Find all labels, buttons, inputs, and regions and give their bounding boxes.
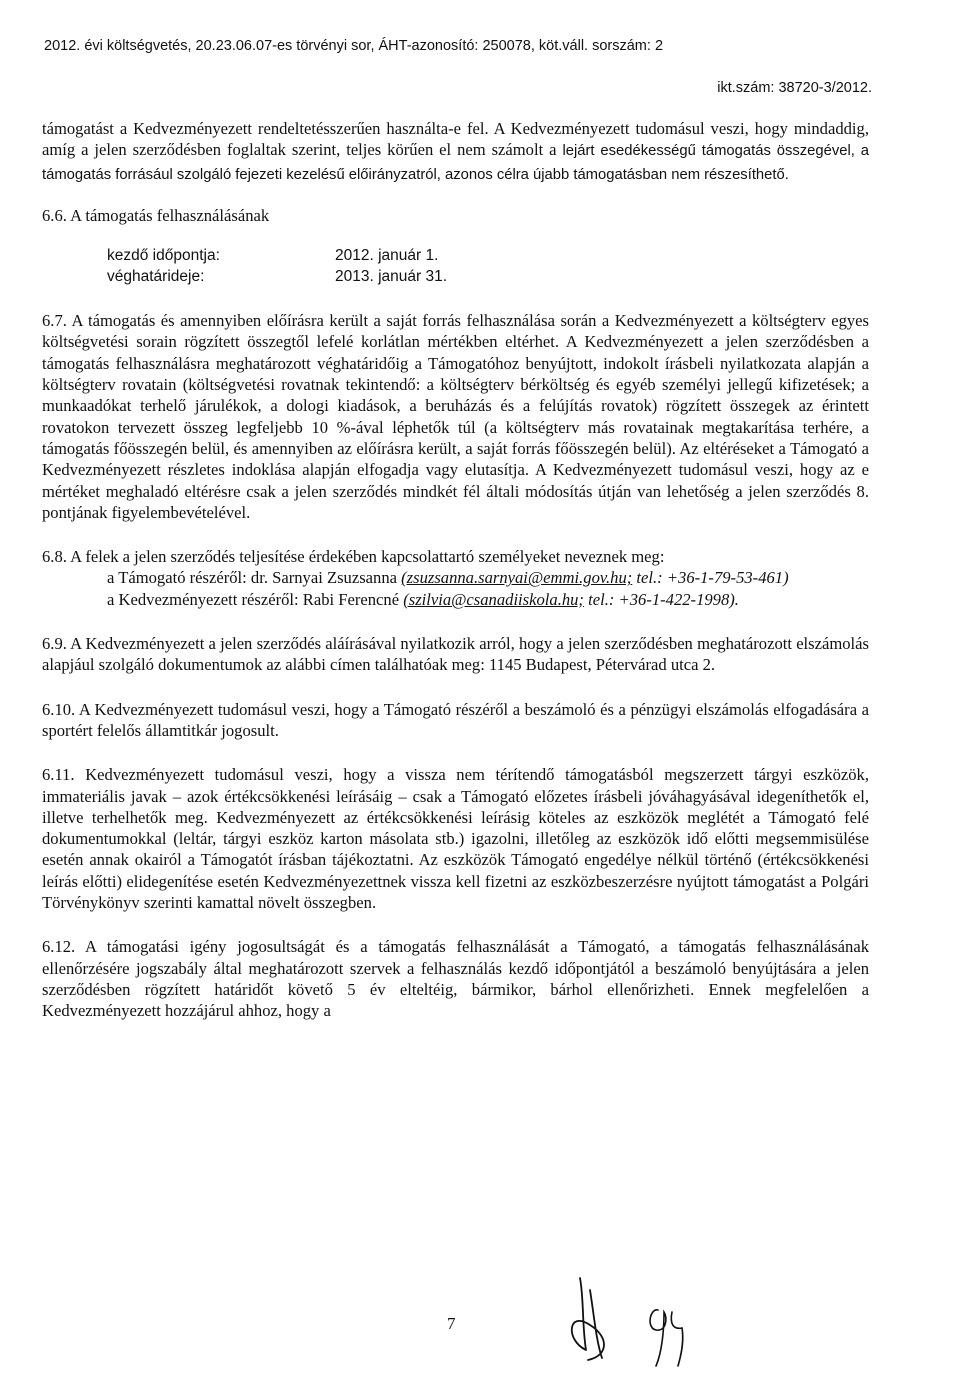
contact-supporter-name: a Támogató részéről: dr. Sarnyai Zsuzsanna bbox=[107, 568, 402, 588]
handwritten-initials bbox=[560, 1270, 720, 1370]
page-number: 7 bbox=[447, 1314, 456, 1333]
contact-supporter bbox=[42, 567, 869, 588]
end-date-label: véghatárideje: bbox=[107, 268, 205, 286]
start-date-value: 2012. január 1. bbox=[335, 247, 439, 265]
contact-supporter-phone: tel.: +36-1-79-53-461) bbox=[632, 568, 789, 588]
section-6-12: 6.12. A támogatási igény jogosultságát és a támogatás felhasználását a Támogató, a támogatás felhasználásának ellenőrzésére jogszabály által meghatározott szervek a felhasználás kezdő időpontjától a beszámoló benyújtására a jelen szerződésben rögzített határidőt követő 5 év elteltéig, bármikor, bárhol ellenőrizheti. Ennek megfelelően a Kedvezményezett hozzájárul ahhoz, hogy a bbox=[42, 937, 869, 1021]
intro-paragraph bbox=[42, 118, 869, 186]
start-date-label: kezdő időpontja: bbox=[107, 247, 220, 265]
section-6-9: 6.9. A Kedvezményezett a jelen szerződés aláírásával nyilatkozik arról, hogy a jelen szerződésben meghatározott elszámolás alapjául szolgáló dokumentumok az alábbi címen találhatóak meg: 1145 Budapest, Pétervárad utca 2. bbox=[42, 634, 869, 675]
contact-beneficiary-phone: tel.: +36-1-422-1998). bbox=[583, 589, 739, 609]
contact-beneficiary-email[interactable]: (szilvia@csanadiiskola.hu; bbox=[403, 589, 584, 609]
usage-period bbox=[107, 245, 869, 287]
section-6-11: 6.11. Kedvezményezett tudomásul veszi, hogy a vissza nem térítendő támogatásból megszerzett tárgyi eszközök, immateriális javak – azok értékcsökkenési leírásáig – csak a Támogató előzetes írásbeli jóváhagyásával idegeníthetők el, illetve terhelhetők meg. Kedvezményezett az értékcsökkenési leírásig köteles az eszközök meglétét a Támogató felé dokumentumokkal (leltár, tárgyi eszköz karton másolata stb.) igazolni, illetőleg az eszközök idő előtti megsemmisülése esetén annak okairól a Támogatót írásban tájékoztatni. Az eszközök Támogató engedélye nélkül történő (értékcsökkenési leírás előtti) elidegenítése esetén Kedvezményezettnek vissza kell fizetni az eszközbeszerzésre nyújtott támogatást a Polgári Törvénykönyv szerinti kamattal növelt összegben. bbox=[42, 765, 869, 913]
contact-beneficiary-name: a Kedvezményezett részéről: Rabi Ferencné bbox=[107, 589, 404, 609]
registration-number: ikt.szám: 38720-3/2012. bbox=[717, 80, 872, 96]
section-6-8-intro: 6.8. A felek a jelen szerződés teljesítése érdekében kapcsolattartó személyeket neveznek meg: bbox=[42, 547, 665, 567]
end-date-value: 2013. január 31. bbox=[335, 268, 448, 286]
contact-beneficiary bbox=[42, 589, 869, 610]
section-6-10: 6.10. A Kedvezményezett tudomásul veszi, hogy a Támogató részéről a beszámoló és a pénzügyi elszámolás elfogadására a sportért felelős államtitkár jogosult. bbox=[42, 699, 869, 740]
contact-supporter-email[interactable]: (zsuzsanna.sarnyai@emmi.gov.hu; bbox=[401, 568, 633, 588]
intro-line-2: lejárt esedékességű támogatás összegével, a támogatás forrásául szolgáló fejezeti kezelésű előirányzatról, azonos célra újabb támogatásban nem részesíthető. bbox=[42, 143, 870, 183]
document-header: 2012. évi költségvetés, 20.23.06.07-es törvényi sor, ÁHT-azonosító: 250078, köt.váll. sorszám: 2 bbox=[44, 38, 664, 54]
section-6-7: 6.7. A támogatás és amennyiben előírásra került a saját forrás felhasználása során a Kedvezményezett a költségterv egyes költségvetési sorain rögzített összegtől lefelé korlátlan mértékben eltérhet. A Kedvezményezett a jelen szerződésben a támogatás felhasználásra meghatározott véghatáridőig a Támogatóhoz benyújtott, indokolt írásbeli nyilatkozata alapján a költségterv rovatain (költségvetési rovatnak tekintendő: a költségterv bérköltség és egyéb személyi jellegű kifizetések; a munkaadókat terhelő járulékok, a dologi kiadások, a beruházás és a felújítás rovatok) rögzített összegek az érintett rovatokon tervezett összeg legfeljebb 10 %-ával léphetők túl (a költségterv más rovatainak megtakarítása terhére, a támogatás főösszegén belül, és amennyiben az előírásra került, a saját forrás főösszegén belül). Az eltéréseket a Támogató a Kedvezményezett részletes indoklása alapján elfogadja vagy elutasítja. A Kedvezményezett tudomásul veszi, hogy az e mértéket meghaladó eltérésre csak a jelen szerződés mindkét fél általi módosítás útján van lehetőség a jelen szerződés 8. pontjának figyelembevételével. bbox=[42, 311, 869, 522]
section-6-6-heading: 6.6. A támogatás felhasználásának bbox=[42, 205, 270, 225]
document-body bbox=[42, 118, 869, 1022]
intro-line-1: támogatást a Kedvezményezett rendeltetésszerűen használta-e fel. A Kedvezményezett tudomásul veszi, hogy mindaddig, amíg a jelen szerződésben foglaltak szerint, teljes körűen el nem számolt a bbox=[42, 119, 869, 160]
